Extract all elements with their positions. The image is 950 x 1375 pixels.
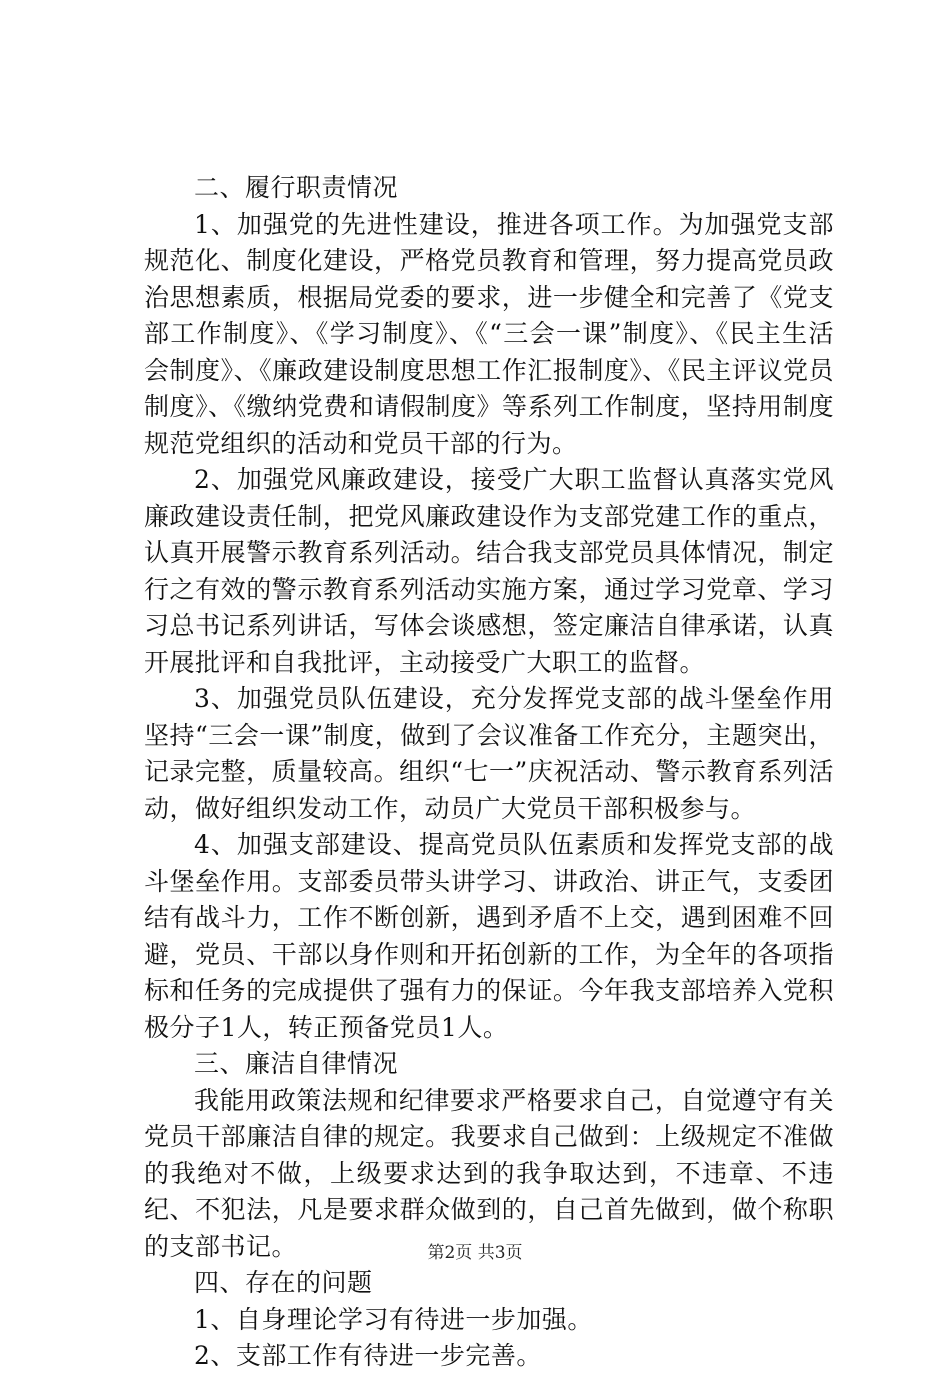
section-heading-duties: 二、履行职责情况 <box>194 173 399 202</box>
paragraph-integrity: 我能用政策法规和纪律要求严格要求自己，自觉遵守有关党员干部廉洁自律的规定。我要求自己做到：上级规定不准做的我绝对不做，上级要求达到的我争取达到，不违章、不违纪、不犯法，凡是要求群众做到的，自己首先做到，做个称职的支部书记。 <box>144 1085 834 1261</box>
section-heading-problems: 四、存在的问题 <box>194 1268 373 1297</box>
section-heading-integrity: 三、廉洁自律情况 <box>194 1049 399 1078</box>
paragraph-item-4: 4、加强支部建设、提高党员队伍素质和发挥党支部的战斗堡垒作用。支部委员带头讲学习、讲政治、讲正气，支委团结有战斗力，工作不断创新，遇到矛盾不上交，遇到困难不回避，党员、干部以身作则和开拓创新的工作，为全年的各项指标和任务的完成提供了强有力的保证。今年我支部培养入党积极分子1人，转正预备党员1人。 <box>144 830 834 1042</box>
page-footer: 第2页 共3页 <box>427 1243 523 1263</box>
paragraph-item-2: 2、加强党风廉政建设，接受广大职工监督认真落实党风廉政建设责任制，把党风廉政建设作为支部党建工作的重点，认真开展警示教育系列活动。结合我支部党员具体情况，制定行之有效的警示教育系列活动实施方案，通过学习党章、学习习总书记系列讲话，写体会谈感想，签定廉洁自律承诺，认真开展批评和自我批评，主动接受广大职工的监督。 <box>144 465 834 677</box>
paragraph-item-1: 1、加强党的先进性建设，推进各项工作。为加强党支部规范化、制度化建设，严格党员教育和管理，努力提高党员政治思想素质，根据局党委的要求，进一步健全和完善了《党支部工作制度》、《学习制度》、《“三会一课”制度》、《民主生活会制度》、《廉政建设制度思想工作汇报制度》、《民主评议党员制度》、《缴纳党费和请假制度》等系列工作制度，坚持用制度规范党组织的活动和党员干部的行为。 <box>144 209 834 458</box>
paragraph-item-3: 3、加强党员队伍建设，充分发挥党支部的战斗堡垒作用坚持“三会一课”制度，做到了会议准备工作充分，主题突出，记录完整，质量较高。组织“七一”庆祝活动、警示教育系列活动，做好组织发动工作，动员广大党员干部积极参与。 <box>144 684 834 823</box>
problem-item-1: 1、自身理论学习有待进一步加强。 <box>194 1304 593 1334</box>
problem-item-2: 2、支部工作有待进一步完善。 <box>194 1341 542 1370</box>
document-body <box>144 170 834 1375</box>
